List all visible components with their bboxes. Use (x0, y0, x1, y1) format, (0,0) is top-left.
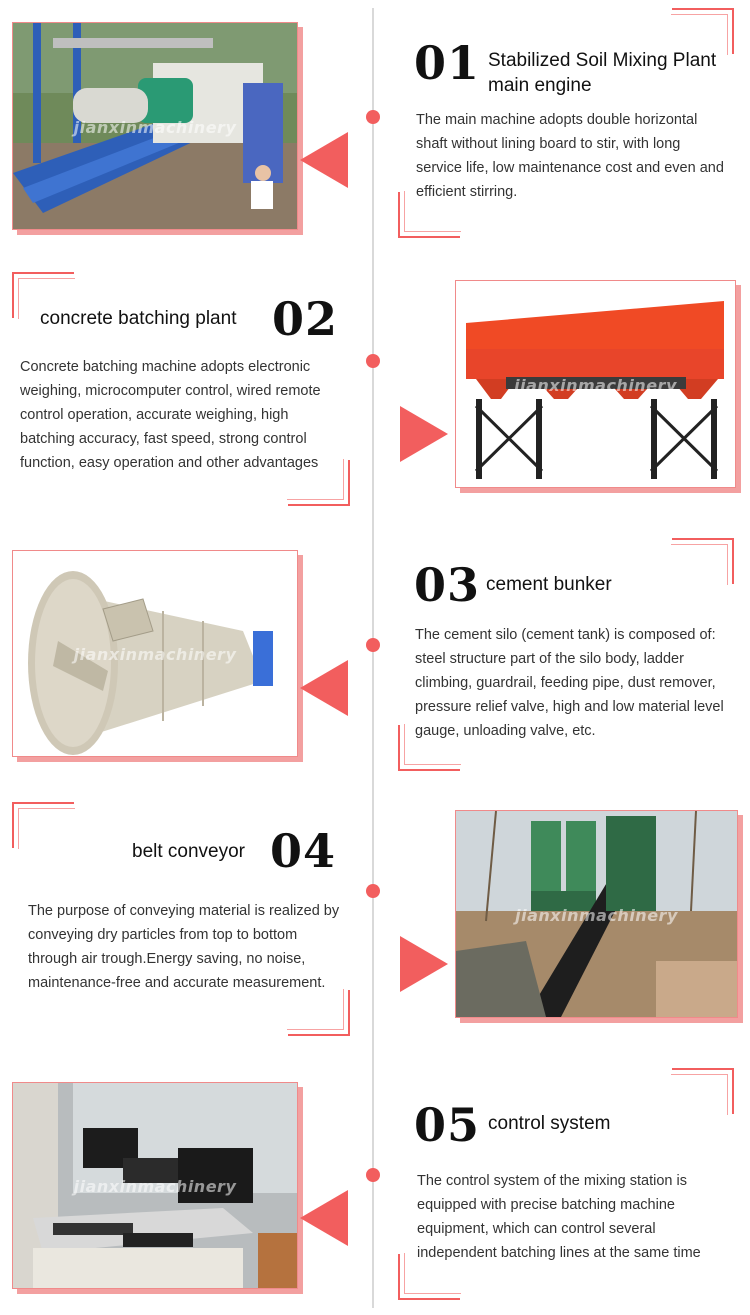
watermark: jianxinmachinery (73, 645, 237, 665)
section-title: Stabilized Soil Mixing Plant main engine (488, 50, 717, 96)
corner-frame (288, 460, 350, 506)
timeline-dot (366, 110, 380, 124)
watermark: jianxinmachinery (73, 117, 237, 137)
section-number: 04 (270, 824, 337, 878)
section-number: 01 (414, 36, 481, 90)
section-number: 02 (272, 292, 339, 346)
section-description: The control system of the mixing station is equipped with precise batching machine equipment, which can control several independent batching lines at the same time (417, 1173, 701, 1261)
photo-cement-bunker (12, 550, 298, 757)
section-title: cement bunker (486, 574, 612, 595)
photo-control-system (12, 1082, 298, 1289)
corner-frame (288, 990, 350, 1036)
timeline-dot (366, 638, 380, 652)
watermark: jianxinmachinery (73, 1177, 237, 1197)
section-description: The main machine adopts double horizontal shaft without lining board to stir, with long service life, low maintenance cost and even and efficient stirring. (416, 112, 724, 200)
section-title: concrete batching plant (40, 308, 237, 329)
pointer-arrow (400, 406, 448, 462)
watermark: jianxinmachinery (515, 905, 678, 925)
pointer-arrow (300, 1190, 348, 1246)
photo-mixing-plant-main-engine (12, 22, 298, 230)
section-number: 03 (414, 558, 481, 612)
section-title: belt conveyor (132, 841, 246, 862)
pointer-arrow (300, 132, 348, 188)
photo-belt-conveyor (455, 810, 738, 1018)
section-number: 05 (414, 1098, 481, 1152)
corner-frame (398, 1254, 460, 1300)
timeline-dot (366, 354, 380, 368)
section-description: The purpose of conveying material is realized by conveying dry particles from top to bottom through air trough.Energy saving, no noise, maintenance-free and accurate measurement. (28, 903, 340, 991)
section-description: Concrete batching machine adopts electronic weighing, microcomputer control, wired remote control operation, accurate weighing, high batching accuracy, fast speed, strong control function, easy operation and other advantages (20, 359, 321, 471)
pointer-arrow (400, 936, 448, 992)
pointer-arrow (300, 660, 348, 716)
section-description: The cement silo (cement tank) is composed of: steel structure part of the silo body, ladder climbing, guardrail, feeding pipe, dust remover, pressure relief valve, high and low material level gauge, unloading valve, etc. (415, 627, 724, 739)
corner-frame (12, 802, 74, 848)
timeline-dot (366, 1168, 380, 1182)
section-title: control system (488, 1113, 611, 1134)
timeline-line (372, 8, 374, 1308)
corner-frame (398, 192, 460, 238)
watermark: jianxinmachinery (514, 375, 677, 395)
corner-frame (398, 725, 460, 771)
photo-concrete-batching-plant (455, 280, 736, 488)
timeline-dot (366, 884, 380, 898)
corner-frame (672, 1068, 734, 1114)
